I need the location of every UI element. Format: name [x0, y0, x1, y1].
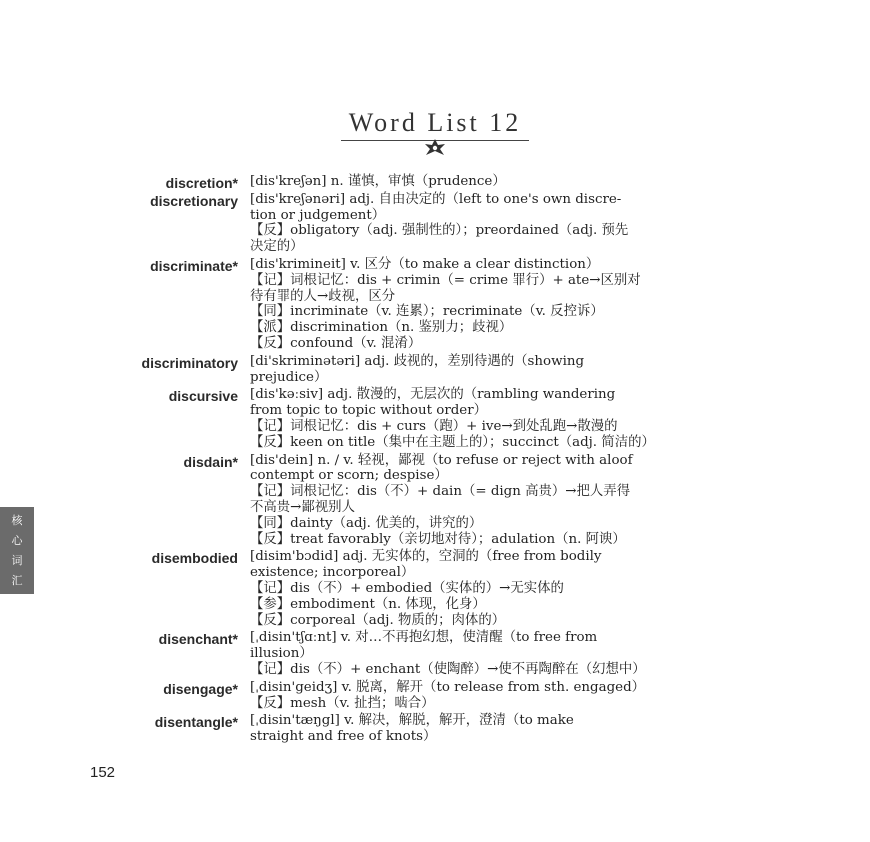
word-entry — [0, 354, 870, 386]
entry-line: 【同】dainty（adj. 优美的，讲究的） — [250, 515, 483, 531]
headword: discretionary — [150, 192, 238, 209]
headword: discursive — [168, 388, 238, 405]
entry-line: 【同】incriminate（v. 连累）；recriminate（v. 反控诉） — [250, 304, 604, 320]
entry-line: from topic to topic without order） — [250, 403, 488, 419]
entry-line: contempt or scorn; despise） — [250, 468, 448, 484]
word-entry — [0, 257, 870, 352]
word-entry — [0, 713, 870, 745]
entry-body — [250, 174, 805, 190]
entry-line: 【派】discrimination（n. 鉴别力；歧视） — [250, 320, 513, 336]
entry-line: 决定的） — [250, 239, 304, 255]
side-tab-char: 核 — [11, 514, 23, 527]
entry-line: [ˌdisin'tʃɑːnt] v. 对…不再抱幻想，使清醒（to free from — [250, 630, 598, 646]
word-entry — [0, 680, 870, 712]
entry-line: 【记】词根记忆：dis + curs（跑）+ ive→到处乱跑→散漫的 — [250, 418, 618, 434]
entry-line: 【参】embodiment（n. 体现，化身） — [250, 596, 486, 612]
entry-line: [dis'krimineit] v. 区分（to make a clear distinction） — [250, 256, 600, 272]
entry-line: straight and free of knots） — [250, 729, 437, 745]
entry-body — [250, 257, 805, 352]
entry-line: [disim'bɔdid] adj. 无实体的，空洞的（free from bodily — [250, 549, 602, 565]
entry-line: 【反】keen on title（集中在主题上的）；succinct（adj. 简洁的） — [250, 434, 655, 450]
headword: disentangle* — [154, 714, 238, 731]
entry-body — [250, 713, 805, 745]
entry-line: [dis'kreʃən] n. 谨慎，审慎（prudence） — [250, 174, 506, 189]
entry-line: 【反】confound（v. 混淆） — [250, 335, 422, 351]
headword: discretion* — [165, 175, 238, 191]
word-entry — [0, 174, 870, 190]
flower-ornament-icon — [420, 137, 450, 157]
page-title: Word List 12 — [341, 108, 530, 141]
side-tab-char: 词 — [11, 554, 23, 567]
entry-line: 待有罪的人→歧视，区分 — [250, 288, 396, 304]
word-entry — [0, 453, 870, 548]
entry-line: tion or judgement） — [250, 207, 386, 223]
entry-line: 【记】词根记忆：dis（不）+ dain（= dign 高贵）→把人弄得 — [250, 484, 631, 500]
side-tab-char: 心 — [11, 534, 23, 547]
side-tab-char: 汇 — [11, 574, 23, 587]
entry-line: 不高贵→鄙视别人 — [250, 499, 355, 515]
entry-line: 【反】obligatory（adj. 强制性的）；preordained（adj. 预先 — [250, 223, 629, 239]
entry-line: [dis'dein] n. / v. 轻视，鄙视（to refuse or reject with aloof — [250, 452, 633, 468]
entry-line: existence; incorporeal） — [250, 565, 415, 581]
headword: disengage* — [163, 680, 238, 697]
headword: discriminatory — [141, 354, 238, 371]
word-list — [0, 174, 870, 747]
entry-line: 【反】treat favorably（亲切地对待）；adulation（n. 阿谀） — [250, 531, 626, 547]
entry-body — [250, 630, 805, 677]
word-entry — [0, 630, 870, 677]
side-tab — [0, 507, 34, 594]
word-entry — [0, 192, 870, 255]
headword: disenchant* — [158, 631, 238, 648]
entry-body — [250, 549, 805, 628]
entry-line: [ˌdisin'tæŋgl] v. 解决，解脱，解开，澄清（to make — [250, 713, 574, 729]
entry-line: [dis'kəːsiv] adj. 散漫的，无层次的（rambling wandering — [250, 387, 616, 403]
headword: disembodied — [151, 550, 238, 567]
entry-line: 【反】corporeal（adj. 物质的；肉体的） — [250, 612, 506, 628]
word-entry — [0, 549, 870, 628]
entry-line: illusion） — [250, 646, 313, 662]
entry-line: 【记】词根记忆：dis + crimin（= crime 罪行）+ ate→区别对 — [250, 272, 641, 288]
entry-line: 【记】dis（不）+ embodied（实体的）→无实体的 — [250, 580, 564, 596]
entry-line: 【记】dis（不）+ enchant（使陶醉）→使不再陶醉在（幻想中） — [250, 661, 646, 677]
entry-line: prejudice） — [250, 369, 328, 385]
entry-line: 【反】mesh（v. 扯挡；啮合） — [250, 695, 435, 711]
entry-body — [250, 453, 805, 548]
entry-body — [250, 354, 805, 386]
entry-line: [di'skriminətəri] adj. 歧视的，差别待遇的（showing — [250, 353, 585, 369]
headword: discriminate* — [150, 257, 238, 274]
entry-body — [250, 192, 805, 255]
page-number: 152 — [90, 764, 116, 781]
entry-body — [250, 680, 805, 712]
entry-line: [dis'kreʃənəri] adj. 自由决定的（left to one's own discre- — [250, 191, 622, 207]
headword: disdain* — [183, 453, 238, 470]
entry-body — [250, 387, 805, 450]
word-entry — [0, 387, 870, 450]
entry-line: [ˌdisin'geidʒ] v. 脱离，解开（to release from sth. engaged） — [250, 679, 646, 695]
